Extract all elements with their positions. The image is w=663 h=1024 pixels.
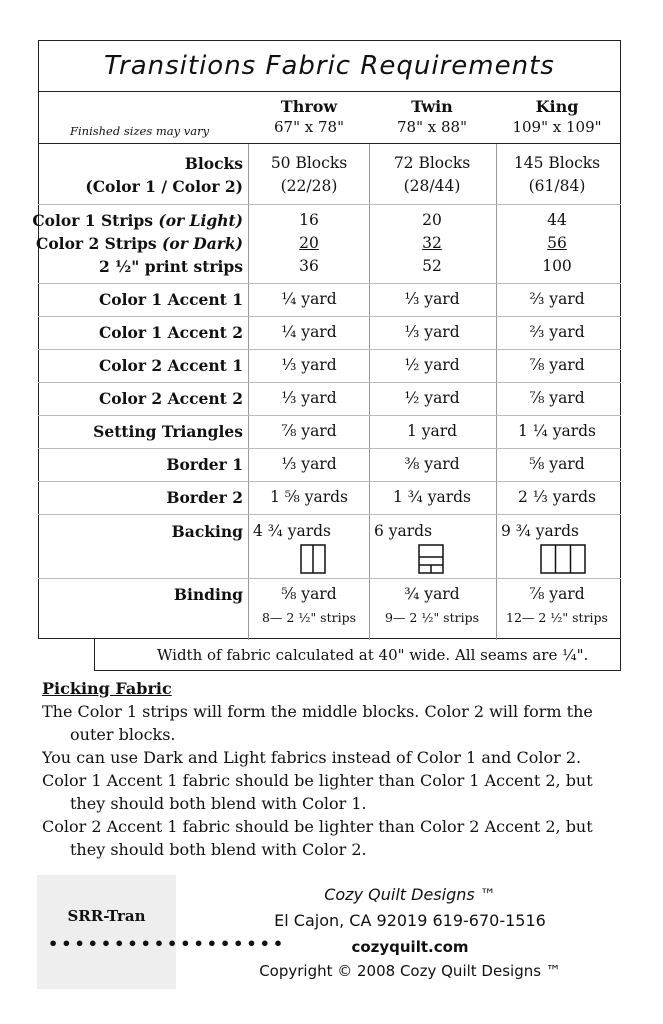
- value: 145 Blocks: [513, 154, 601, 172]
- color2-accent1-king: ⅞ yard: [529, 356, 585, 374]
- strips-twin: [372, 209, 492, 278]
- three-panel-backing-icon: [540, 544, 586, 574]
- sku-code: SRR-Tran: [67, 907, 146, 925]
- strips-count: 8— 2 ½" strips: [261, 610, 357, 625]
- strips-throw: [249, 209, 369, 278]
- strips-king: [497, 209, 617, 278]
- border2-twin: 1 ¾ yards: [392, 488, 472, 506]
- text-line: The Color 1 strips will form the middle blocks. Color 2 will form the: [42, 702, 593, 721]
- dotted-cut-line: ••••••••••••••••••: [48, 934, 287, 953]
- column-twin-size: 78" x 88": [397, 118, 467, 136]
- two-panel-backing-icon: [300, 544, 326, 574]
- border2-king: 2 ⅓ yards: [517, 488, 597, 506]
- picking-paragraph-3: [42, 769, 622, 815]
- column-throw: [249, 97, 369, 136]
- row-divider: [38, 204, 621, 205]
- color1-accent1-label: Color 1 Accent 1: [98, 290, 243, 309]
- row-divider: [38, 481, 621, 482]
- blocks-twin: [372, 152, 492, 198]
- column-king: [497, 97, 617, 136]
- blocks-label: [85, 152, 243, 198]
- company-website[interactable]: cozyquilt.com: [351, 938, 469, 956]
- column-twin-name: Twin: [411, 97, 453, 116]
- row-divider: [38, 316, 621, 317]
- value: 44: [547, 211, 567, 229]
- sku-box: [37, 875, 176, 989]
- backing-twin: 6 yards: [373, 522, 433, 540]
- value: (22/28): [280, 177, 338, 195]
- picking-fabric-heading: Picking Fabric: [42, 679, 172, 698]
- page-title: Transitions Fabric Requirements: [38, 40, 621, 92]
- picking-paragraph-2: You can use Dark and Light fabrics instead of Color 1 and Color 2.: [42, 748, 582, 767]
- row-divider: [38, 415, 621, 416]
- column-king-size: 109" x 109": [512, 118, 602, 136]
- border1-king: ⅝ yard: [529, 455, 585, 473]
- value: 36: [299, 257, 319, 275]
- label-text: Color 2 Strips: [36, 234, 157, 253]
- row-divider: [38, 514, 621, 515]
- binding-king: [497, 583, 617, 629]
- text-line: they should both blend with Color 1.: [70, 794, 367, 813]
- value: 50 Blocks: [270, 154, 348, 172]
- label-italic: (or Dark): [162, 234, 243, 253]
- color2-accent1-twin: ½ yard: [404, 356, 460, 374]
- setting-triangles-king: 1 ¼ yards: [517, 422, 597, 440]
- column-throw-name: Throw: [280, 97, 338, 116]
- color2-accent1-label: Color 2 Accent 1: [98, 356, 243, 375]
- color1-accent2-throw: ¼ yard: [281, 323, 337, 341]
- value: 32: [422, 234, 442, 252]
- backing-throw: 4 ¾ yards: [252, 522, 332, 540]
- text-line: Color 2 Accent 1 fabric should be lighter than Color 2 Accent 2, but: [42, 817, 593, 836]
- color2-accent2-king: ⅞ yard: [529, 389, 585, 407]
- three-piece-horizontal-backing-icon: [418, 544, 444, 574]
- setting-triangles-throw: ⅞ yard: [281, 422, 337, 440]
- color2-accent2-label: Color 2 Accent 2: [98, 389, 243, 408]
- backing-label: Backing: [171, 522, 243, 541]
- color1-accent2-label: Color 1 Accent 2: [98, 323, 243, 342]
- setting-triangles-label: Setting Triangles: [93, 422, 243, 441]
- column-twin: [372, 97, 492, 136]
- column-throw-size: 67" x 78": [274, 118, 344, 136]
- picking-paragraph-1: [42, 700, 622, 746]
- backing-king: 9 ¾ yards: [500, 522, 580, 540]
- value: 20: [299, 234, 319, 252]
- picking-paragraph-4: [42, 815, 622, 861]
- print-strips-label: 2 ½" print strips: [98, 257, 243, 276]
- border2-label: Border 2: [166, 488, 243, 507]
- value: 72 Blocks: [393, 154, 471, 172]
- label-text: Color 1 Strips: [32, 211, 153, 230]
- color2-accent1-throw: ⅓ yard: [281, 356, 337, 374]
- border1-twin: ⅜ yard: [404, 455, 460, 473]
- binding-twin: [372, 583, 492, 629]
- blocks-label-line1: Blocks: [184, 154, 243, 173]
- company-name: Cozy Quilt Designs ™: [324, 885, 496, 904]
- finished-sizes-note: Finished sizes may vary: [70, 124, 210, 138]
- blocks-throw: [249, 152, 369, 198]
- row-divider: [38, 349, 621, 350]
- color2-accent2-twin: ½ yard: [404, 389, 460, 407]
- strips-label: [32, 209, 243, 278]
- setting-triangles-twin: 1 yard: [406, 422, 458, 440]
- column-king-name: King: [535, 97, 579, 116]
- color1-strips-label: [32, 209, 243, 232]
- strips-count: 12— 2 ½" strips: [506, 610, 608, 625]
- value: ⅝ yard: [281, 585, 337, 603]
- text-line: they should both blend with Color 2.: [70, 840, 367, 859]
- binding-throw: [249, 583, 369, 629]
- row-divider: [38, 448, 621, 449]
- blocks-label-line2: (Color 1 / Color 2): [85, 177, 243, 196]
- column-divider: [369, 144, 370, 640]
- row-divider: [38, 382, 621, 383]
- color1-accent1-throw: ¼ yard: [281, 290, 337, 308]
- binding-label: Binding: [173, 585, 243, 604]
- value: 16: [299, 211, 319, 229]
- color1-accent2-twin: ⅓ yard: [404, 323, 460, 341]
- value: ¾ yard: [404, 585, 460, 603]
- width-of-fabric-note: Width of fabric calculated at 40" wide. All seams are ¼".: [94, 639, 621, 671]
- copyright: Copyright © 2008 Cozy Quilt Designs ™: [259, 962, 561, 980]
- border1-throw: ⅓ yard: [281, 455, 337, 473]
- color1-accent2-king: ⅔ yard: [529, 323, 585, 341]
- value: 56: [547, 234, 567, 252]
- blocks-king: [497, 152, 617, 198]
- text-line: Color 1 Accent 1 fabric should be lighter than Color 1 Accent 2, but: [42, 771, 593, 790]
- color1-accent1-twin: ⅓ yard: [404, 290, 460, 308]
- label-italic: (or Light): [158, 211, 243, 230]
- row-divider: [38, 283, 621, 284]
- color2-accent2-throw: ⅓ yard: [281, 389, 337, 407]
- company-address: El Cajon, CA 92019 619-670-1516: [274, 911, 546, 930]
- value: (61/84): [528, 177, 586, 195]
- color1-accent1-king: ⅔ yard: [529, 290, 585, 308]
- row-divider: [38, 578, 621, 579]
- value: ⅞ yard: [529, 585, 585, 603]
- value: 20: [422, 211, 442, 229]
- border2-throw: 1 ⅝ yards: [269, 488, 349, 506]
- value: 52: [422, 257, 442, 275]
- strips-count: 9— 2 ½" strips: [384, 610, 480, 625]
- color2-strips-label: [32, 232, 243, 255]
- text-line: outer blocks.: [70, 725, 176, 744]
- value: (28/44): [403, 177, 461, 195]
- value: 100: [542, 257, 572, 275]
- border1-label: Border 1: [166, 455, 243, 474]
